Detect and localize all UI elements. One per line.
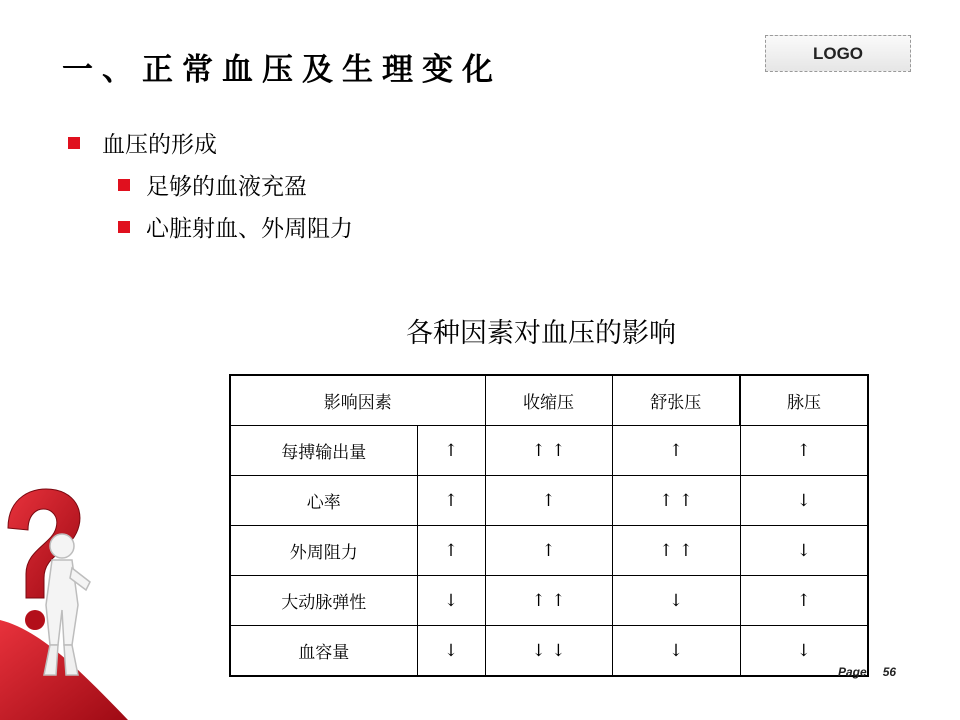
cell-change: ↓ xyxy=(417,576,485,626)
table-title: 各种因素对血压的影响 xyxy=(406,318,676,349)
cell-diastolic: ↓ xyxy=(612,576,740,626)
cell-pulse: ↑ xyxy=(740,576,868,626)
cell-pulse: ↓ xyxy=(740,526,868,576)
bullet-text: 心脏射血、外周阻力 xyxy=(146,216,353,242)
table-row xyxy=(230,476,868,526)
page-label: Page xyxy=(838,665,867,679)
bullet-text: 血压的形成 xyxy=(102,132,217,158)
bullet-level2 xyxy=(118,210,353,243)
bullet-square-icon xyxy=(68,137,80,149)
bullet-text: 足够的血液充盈 xyxy=(146,174,307,200)
bullet-square-icon xyxy=(118,221,130,233)
thinking-figure-question-mark-icon xyxy=(0,470,135,720)
page-footer xyxy=(838,665,896,679)
logo: LOGO xyxy=(765,35,911,72)
table-row xyxy=(230,526,868,576)
cell-pulse: ↓ xyxy=(740,476,868,526)
cell-systolic: ↑ ↑ xyxy=(485,426,612,476)
cell-factor: 大动脉弹性 xyxy=(230,576,417,626)
cell-systolic: ↑ ↑ xyxy=(485,576,612,626)
table-row xyxy=(230,626,868,677)
bullet-level2 xyxy=(118,168,307,201)
cell-diastolic: ↑ ↑ xyxy=(612,526,740,576)
cell-factor: 外周阻力 xyxy=(230,526,417,576)
header-factor: 影响因素 xyxy=(230,375,485,426)
cell-change: ↓ xyxy=(417,626,485,677)
cell-factor: 血容量 xyxy=(230,626,417,677)
cell-diastolic: ↑ xyxy=(612,426,740,476)
cell-systolic: ↑ xyxy=(485,476,612,526)
cell-change: ↑ xyxy=(417,426,485,476)
table-row xyxy=(230,576,868,626)
page-number: 56 xyxy=(882,665,897,679)
factors-table xyxy=(229,374,869,677)
table-row xyxy=(230,426,868,476)
header-diastolic: 舒张压 xyxy=(612,375,740,426)
bullet-level1 xyxy=(68,126,217,159)
cell-pulse: ↓ xyxy=(740,626,868,677)
slide-title: 一、正常血压及生理变化 xyxy=(62,52,502,88)
cell-pulse: ↑ xyxy=(740,426,868,476)
cell-factor: 心率 xyxy=(230,476,417,526)
cell-systolic: ↑ xyxy=(485,526,612,576)
bullet-square-icon xyxy=(118,179,130,191)
header-systolic: 收缩压 xyxy=(485,375,612,426)
cell-systolic: ↓ ↓ xyxy=(485,626,612,677)
cell-diastolic: ↑ ↑ xyxy=(612,476,740,526)
header-pulse: 脉压 xyxy=(740,375,868,426)
cell-change: ↑ xyxy=(417,476,485,526)
cell-factor: 每搏输出量 xyxy=(230,426,417,476)
cell-diastolic: ↓ xyxy=(612,626,740,677)
table-header-row xyxy=(230,375,868,426)
cell-change: ↑ xyxy=(417,526,485,576)
